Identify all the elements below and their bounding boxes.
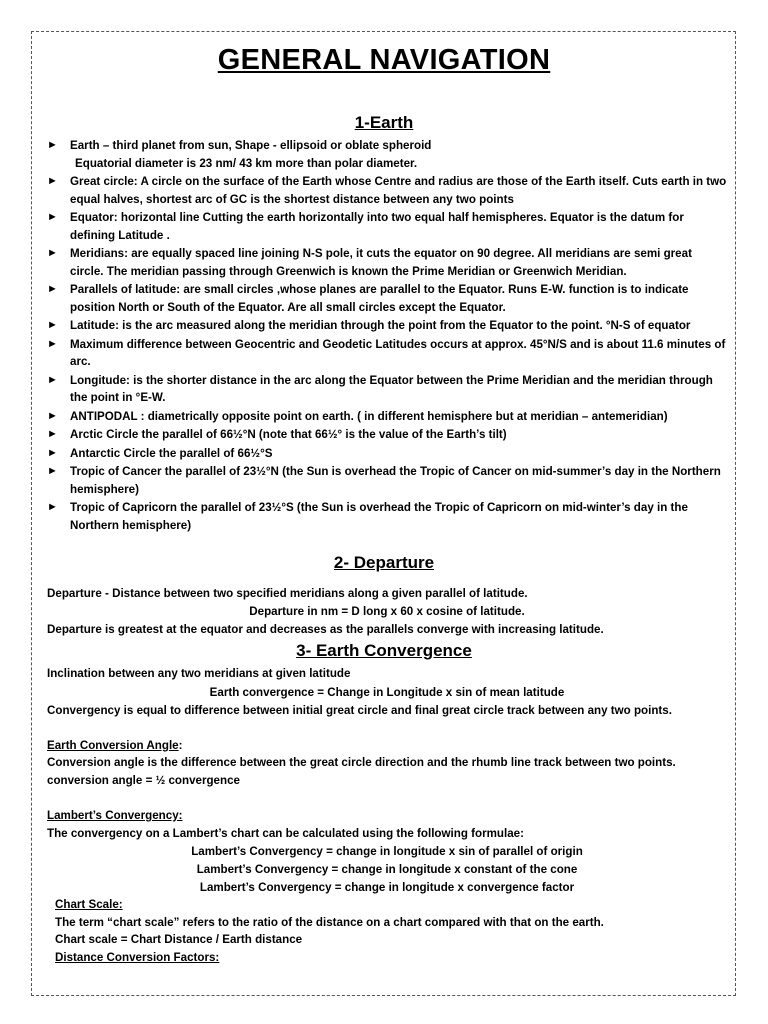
- conversion-angle-heading: Earth Conversion Angle:: [47, 739, 183, 752]
- right-pointer-icon: ►: [47, 501, 58, 513]
- right-pointer-icon: ►: [47, 446, 58, 459]
- departure-definition: Departure - Distance between two specified meridians along a given parallel of latitude.: [47, 587, 528, 600]
- right-pointer-icon: ►: [47, 409, 58, 422]
- departure-note: Departure is greatest at the equator and decreases as the parallels converge with increasing latitude.: [47, 623, 604, 636]
- convergence-definition: Inclination between any two meridians at given latitude: [47, 667, 351, 680]
- list-item: ► Equator: horizontal line Cutting the earth horizontally into two equal half hemispheres. Equator is the datum for defining Latitude .: [47, 211, 684, 242]
- convergence-note: Convergency is equal to difference between initial great circle and final great circle track between any two points.: [47, 704, 672, 717]
- lambert-intro: The convergency on a Lambert’s chart can be calculated using the following formulae:: [47, 827, 524, 840]
- list-item: ► Tropic of Capricorn the parallel of 23½°S (the Sun is overhead the Tropic of Capricorn on mid-winter’s day in the Northern hemisphere): [47, 501, 688, 532]
- right-pointer-icon: ►: [47, 319, 58, 331]
- lambert-heading: Lambert’s Convergency:: [47, 809, 183, 822]
- right-pointer-icon: ►: [47, 175, 58, 187]
- list-item: ► Antarctic Circle the parallel of 66½°S: [47, 445, 727, 463]
- section-heading-departure: 2- Departure: [333, 553, 435, 572]
- list-item: ► Parallels of latitude: are small circles ,whose planes are parallel to the Equator. Runs E-W. function is to indicate position North or South of the Equator. Are all small circles except the Equator.: [47, 283, 689, 314]
- departure-formula: Departure in nm = D long x 60 x cosine of latitude.: [249, 605, 525, 618]
- conversion-angle-definition: Conversion angle is the difference between the great circle direction and the rhumb line track between two points.: [47, 756, 676, 769]
- right-pointer-icon: ►: [47, 428, 58, 440]
- list-item: ► Longitude: is the shorter distance in the arc along the Equator between the Prime Meridian and the meridian through the point in °E-W.: [47, 373, 713, 404]
- list-item: ► Earth – third planet from sun, Shape - ellipsoid or oblate spheroid Equatorial diameter is 23 nm/ 43 km more than polar diameter.: [47, 139, 432, 170]
- list-item: ► Meridians: are equally spaced line joining N-S pole, it cuts the equator on 90 degree. All meridians are semi great circle. The meridian passing through Greenwich is known the Prime Meridian or Greenwich Meridian.: [47, 247, 692, 278]
- list-item: ► Latitude: is the arc measured along the meridian through the point from the Equator to the point. °N-S of equator: [47, 317, 727, 335]
- convergence-formula: Earth convergence = Change in Longitude x sin of mean latitude: [209, 686, 565, 699]
- distance-conversion-heading: Distance Conversion Factors:: [55, 951, 220, 964]
- page-title: GENERAL NAVIGATION: [217, 44, 551, 76]
- section-heading-convergence: 3- Earth Convergence: [296, 641, 472, 660]
- lambert-formula-3: Lambert’s Convergency = change in longitude x convergence factor: [199, 881, 575, 894]
- chart-scale-heading: Chart Scale:: [55, 898, 123, 911]
- right-pointer-icon: ►: [47, 283, 58, 295]
- right-pointer-icon: ►: [47, 337, 58, 350]
- earth-bullet-list: [47, 137, 727, 535]
- list-item: ► Great circle: A circle on the surface of the Earth whose Centre and radius are those of the Earth itself. Cuts earth in two equal halves, shortest arc of GC is the shortest distance between any two points: [47, 175, 727, 206]
- list-item: ► Maximum difference between Geocentric and Geodetic Latitudes occurs at approx. 45°N/S and is about 11.6 minutes of arc.: [47, 337, 726, 368]
- right-pointer-icon: ►: [47, 465, 58, 477]
- chart-scale-definition: The term “chart scale” refers to the ratio of the distance on a chart compared with that on the earth.: [55, 916, 604, 929]
- list-item: ► Arctic Circle the parallel of 66½°N (note that 66½° is the value of the Earth’s tilt): [47, 426, 727, 444]
- lambert-formula-2: Lambert’s Convergency = change in longitude x constant of the cone: [196, 863, 578, 876]
- right-pointer-icon: ►: [47, 373, 58, 386]
- conversion-angle-formula: conversion angle = ½ convergence: [47, 774, 240, 787]
- right-pointer-icon: ►: [47, 211, 58, 223]
- section-heading-earth: 1-Earth: [354, 113, 414, 132]
- list-item: ► Tropic of Cancer the parallel of 23½°N (the Sun is overhead the Tropic of Cancer on mid-summer’s day in the Northern hemisphere): [47, 465, 721, 496]
- chart-scale-formula: Chart scale = Chart Distance / Earth distance: [55, 933, 303, 946]
- right-pointer-icon: ►: [47, 247, 58, 259]
- right-pointer-icon: ►: [47, 139, 58, 151]
- list-item: ► ANTIPODAL : diametrically opposite point on earth. ( in different hemisphere but at meridian – antemeridian): [47, 408, 727, 426]
- lambert-formula-1: Lambert’s Convergency = change in longitude x sin of parallel of origin: [191, 845, 583, 858]
